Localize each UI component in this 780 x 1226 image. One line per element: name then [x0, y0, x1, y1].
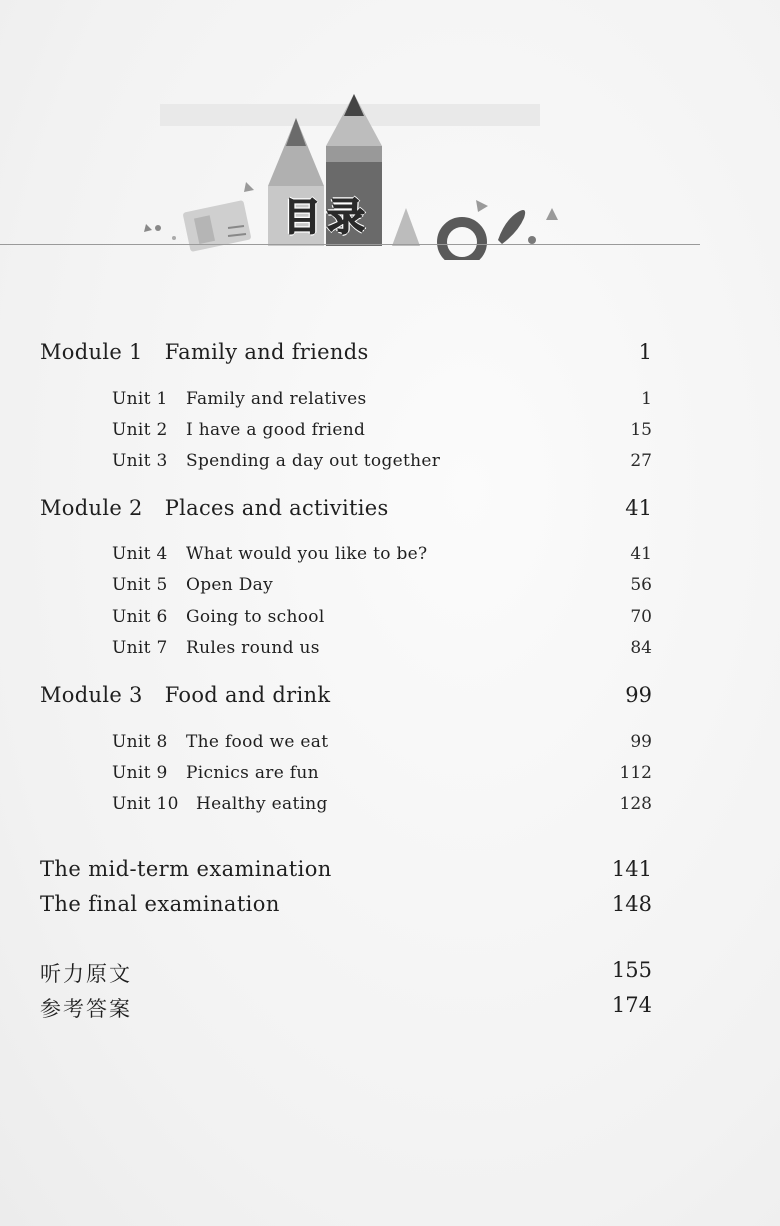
module-name: Places and activities — [164, 496, 389, 520]
unit-entry[interactable] — [112, 389, 367, 409]
unit-label: Unit 6 — [112, 607, 168, 627]
cone-icon — [392, 208, 420, 246]
confetti-icon — [144, 224, 152, 232]
exam-page-number: 141 — [611, 857, 652, 881]
module-page-number: 41 — [625, 496, 652, 520]
module-entry[interactable] — [40, 683, 330, 707]
confetti-icon — [476, 200, 488, 212]
unit-entry[interactable] — [112, 638, 320, 658]
unit-page-number: 15 — [630, 420, 652, 440]
unit-entry[interactable] — [112, 575, 273, 595]
header-illustration — [0, 0, 780, 260]
header-divider — [0, 244, 700, 245]
appendix-page-number: 155 — [611, 958, 652, 982]
unit-entry[interactable] — [112, 607, 325, 627]
unit-name: The food we eat — [186, 732, 329, 752]
unit-label: Unit 9 — [112, 763, 168, 783]
module-label: Module 3 — [40, 683, 143, 707]
unit-entry[interactable] — [112, 763, 319, 783]
unit-label: Unit 10 — [112, 794, 179, 814]
unit-label: Unit 2 — [112, 420, 168, 440]
unit-page-number: 84 — [630, 638, 652, 658]
module-page-number: 99 — [625, 683, 652, 707]
confetti-icon — [244, 182, 254, 192]
unit-label: Unit 3 — [112, 451, 168, 471]
unit-label: Unit 4 — [112, 544, 168, 564]
confetti-icon — [546, 208, 558, 220]
page-title: 目录 — [282, 195, 371, 239]
unit-label: Unit 8 — [112, 732, 168, 752]
exam-entry[interactable]: The final examination — [40, 892, 280, 916]
module-entry[interactable] — [40, 496, 389, 520]
unit-entry[interactable] — [112, 420, 365, 440]
unit-name: Healthy eating — [196, 794, 328, 814]
unit-name: Open Day — [186, 575, 274, 595]
module-label: Module 2 — [40, 496, 143, 520]
unit-label: Unit 1 — [112, 389, 168, 409]
unit-name: Rules round us — [186, 638, 320, 658]
confetti-icon — [155, 225, 161, 231]
unit-name: I have a good friend — [186, 420, 366, 440]
unit-page-number: 70 — [630, 607, 652, 627]
unit-page-number: 112 — [619, 763, 652, 783]
unit-page-number: 56 — [630, 575, 652, 595]
unit-name: What would you like to be? — [186, 544, 428, 564]
unit-entry[interactable] — [112, 732, 328, 752]
module-page-number: 1 — [638, 340, 652, 364]
exam-page-number: 148 — [611, 892, 652, 916]
unit-entry[interactable] — [112, 451, 440, 471]
unit-name: Family and relatives — [186, 389, 367, 409]
appendix-entry[interactable]: 听力原文 — [40, 962, 132, 986]
unit-entry[interactable] — [112, 794, 328, 814]
exam-entry[interactable]: The mid-term examination — [40, 857, 332, 881]
unit-name: Going to school — [186, 607, 325, 627]
unit-name: Spending a day out together — [186, 451, 441, 471]
unit-label: Unit 7 — [112, 638, 168, 658]
unit-page-number: 99 — [630, 732, 652, 752]
module-name: Food and drink — [164, 683, 331, 707]
unit-page-number: 27 — [630, 451, 652, 471]
unit-page-number: 41 — [630, 544, 652, 564]
unit-page-number: 128 — [619, 794, 652, 814]
confetti-icon — [172, 236, 176, 240]
module-entry[interactable] — [40, 340, 369, 364]
unit-label: Unit 5 — [112, 575, 168, 595]
unit-entry[interactable] — [112, 544, 427, 564]
module-name: Family and friends — [164, 340, 369, 364]
appendix-page-number: 174 — [611, 993, 652, 1017]
appendix-entry[interactable]: 参考答案 — [40, 997, 132, 1021]
paint-palette-icon — [442, 210, 536, 260]
unit-name: Picnics are fun — [186, 763, 319, 783]
unit-page-number: 1 — [641, 389, 652, 409]
module-label: Module 1 — [40, 340, 143, 364]
